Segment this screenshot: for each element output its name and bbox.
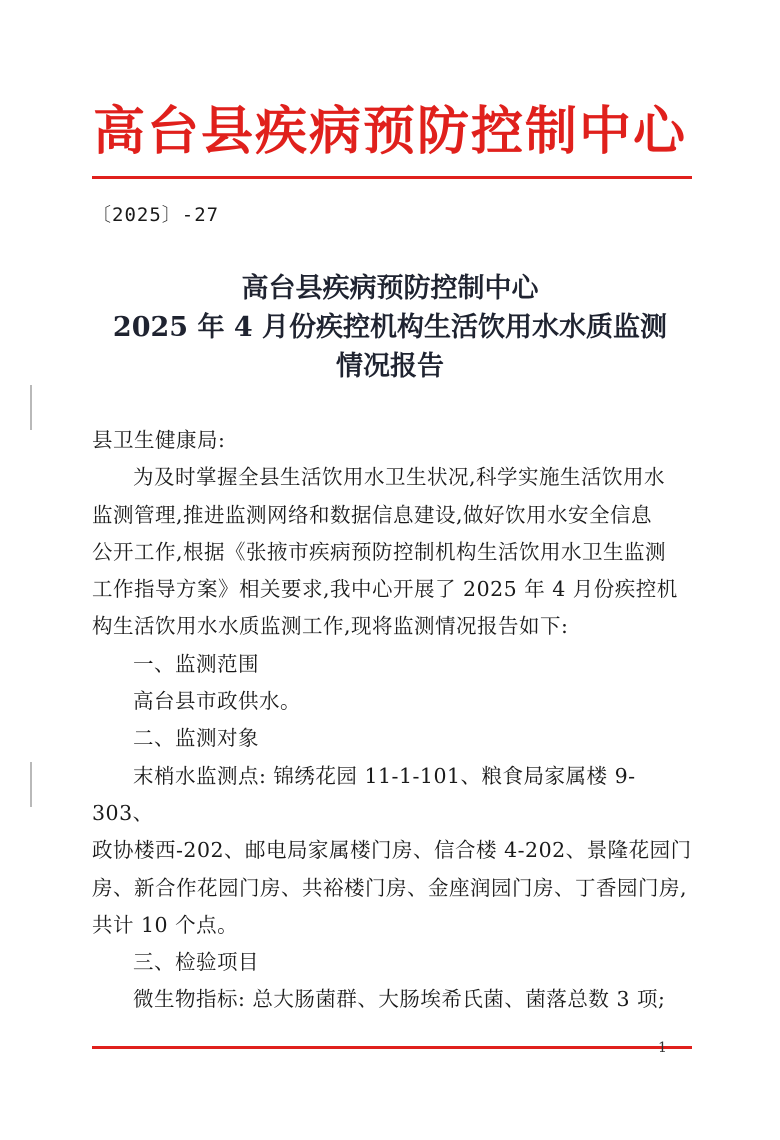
footer-red-rule <box>92 1046 692 1049</box>
section-text-objects-line: 共计 10 个点。 <box>92 912 239 937</box>
salutation: 县卫生健康局: <box>92 428 226 452</box>
section-text-objects-line: 政协楼西-202、邮电局家属楼门房、信合楼 4-202、景隆花园门 <box>92 838 692 863</box>
letterhead-red-rule <box>92 176 692 179</box>
section-heading-scope: 一、监测范围 <box>133 651 259 676</box>
report-body <box>92 422 692 1019</box>
section-text-objects-line: 末梢水监测点: 锦绣花园 11-1-101、粮食局家属楼 9-303、 <box>92 763 636 825</box>
intro-line: 为及时掌握全县生活饮用水卫生状况,科学实施生活饮用水 <box>133 465 666 490</box>
section-heading-items: 三、检验项目 <box>133 950 259 975</box>
report-title-line-3: 情况报告 <box>336 351 444 382</box>
intro-line: 工作指导方案》相关要求,我中心开展了 2025 年 4 月份疾控机 <box>92 577 678 602</box>
intro-line: 公开工作,根据《张掖市疾病预防控制机构生活饮用水卫生监测 <box>92 539 667 564</box>
report-title-line-1: 高台县疾病预防控制中心 <box>241 273 539 304</box>
intro-line: 构生活饮用水水质监测工作,现将监测情况报告如下: <box>92 614 569 639</box>
scan-artifact-mark <box>30 385 32 430</box>
report-title-line-2: 2025 年 4 月份疾控机构生活饮用水水质监测 <box>112 312 668 343</box>
section-heading-objects: 二、监测对象 <box>133 726 259 751</box>
section-text-items: 微生物指标: 总大肠菌群、大肠埃希氏菌、菌落总数 3 项; <box>133 987 666 1012</box>
section-text-objects-line: 房、新合作花园门房、共裕楼门房、金座润园门房、丁香园门房, <box>92 875 688 900</box>
section-text-scope: 高台县市政供水。 <box>133 689 301 714</box>
organization-letterhead: 高台县疾病预防控制中心 <box>92 101 687 162</box>
intro-line: 监测管理,推进监测网络和数据信息建设,做好饮用水安全信息 <box>92 502 653 527</box>
page-number: 1 <box>658 1040 667 1056</box>
scan-artifact-mark <box>30 762 32 807</box>
document-number: 〔2025〕-27 <box>92 204 220 226</box>
